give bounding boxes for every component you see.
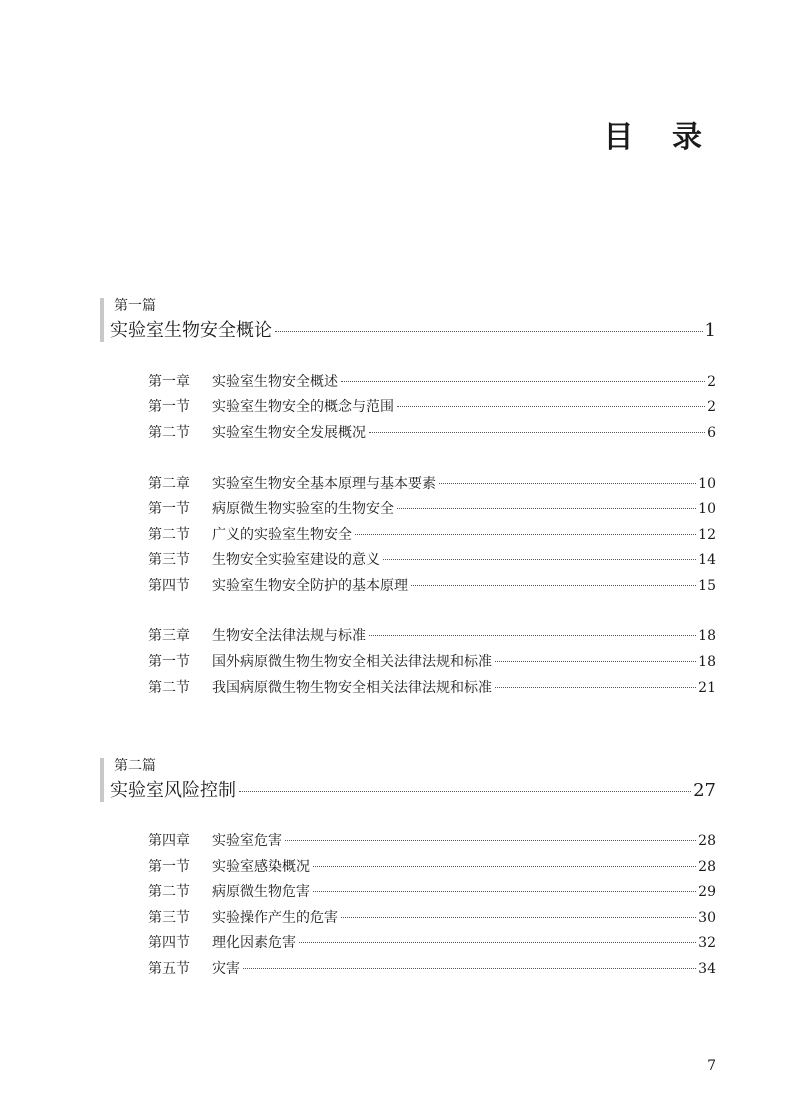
dot-leader	[369, 635, 696, 636]
dot-leader	[411, 585, 696, 586]
chapter-number: 第四章	[148, 833, 190, 849]
page-ref: 18	[698, 654, 716, 670]
page-ref: 21	[698, 680, 716, 696]
part-title: 实验室生物安全概论	[110, 320, 272, 341]
section-title: 实验室感染概况	[212, 859, 310, 875]
dot-leader	[341, 917, 696, 918]
toc-section-row[interactable]	[148, 499, 716, 519]
section-number: 第四节	[148, 578, 190, 594]
section-number: 第一节	[148, 859, 190, 875]
section-title: 实验室生物安全发展概况	[212, 425, 366, 441]
section-title: 病原微生物危害	[212, 884, 310, 900]
page-ref: 2	[707, 399, 716, 415]
chapter-number: 第一章	[148, 374, 190, 390]
dot-leader	[355, 534, 696, 535]
chapter-title: 实验室危害	[212, 833, 282, 849]
part-marker-bar	[100, 298, 104, 342]
toc-chapter-row[interactable]	[148, 831, 716, 851]
section-number: 第一节	[148, 654, 190, 670]
toc-section-row[interactable]	[148, 397, 716, 417]
page-ref: 28	[698, 833, 716, 849]
page-ref: 10	[698, 476, 716, 492]
page-ref: 14	[698, 552, 716, 568]
part-marker-bar	[100, 758, 104, 802]
page-ref: 18	[698, 628, 716, 644]
dot-leader	[369, 432, 705, 433]
section-number: 第二节	[148, 527, 190, 543]
toc-section-row[interactable]	[148, 678, 716, 698]
dot-leader	[299, 942, 696, 943]
toc-section-row[interactable]	[148, 423, 716, 443]
page-ref: 29	[698, 884, 716, 900]
section-title: 实验室生物安全防护的基本原理	[212, 578, 408, 594]
dot-leader	[341, 381, 705, 382]
section-title: 实验操作产生的危害	[212, 910, 338, 926]
page-ref: 15	[698, 578, 716, 594]
dot-leader	[243, 968, 696, 969]
page-ref: 27	[693, 780, 716, 801]
page-ref: 10	[698, 501, 716, 517]
section-title: 生物安全实验室建设的意义	[212, 552, 380, 568]
page-number: 7	[707, 1058, 716, 1074]
part-label: 第二篇	[114, 758, 156, 774]
section-title: 灾害	[212, 961, 240, 977]
page-ref: 28	[698, 859, 716, 875]
section-title: 国外病原微生物生物安全相关法律法规和标准	[212, 654, 492, 670]
dot-leader	[495, 661, 696, 662]
toc-section-row[interactable]	[148, 576, 716, 596]
page-ref: 30	[698, 910, 716, 926]
dot-leader	[239, 791, 691, 792]
toc-section-row[interactable]	[148, 933, 716, 953]
toc-section-row[interactable]	[148, 908, 716, 928]
toc-chapter-row[interactable]	[148, 626, 716, 646]
dot-leader	[439, 483, 696, 484]
section-title: 我国病原微生物生物安全相关法律法规和标准	[212, 680, 492, 696]
part-title-row[interactable]	[110, 779, 716, 803]
page-ref: 32	[698, 935, 716, 951]
toc-section-row[interactable]	[148, 550, 716, 570]
chapter-title: 生物安全法律法规与标准	[212, 628, 366, 644]
dot-leader	[275, 331, 703, 332]
dot-leader	[397, 508, 696, 509]
dot-leader	[313, 866, 696, 867]
page-ref: 12	[698, 527, 716, 543]
part-title-row[interactable]	[110, 319, 716, 343]
toc-chapter-row[interactable]	[148, 372, 716, 392]
section-number: 第三节	[148, 552, 190, 568]
section-number: 第二节	[148, 884, 190, 900]
dot-leader	[383, 559, 696, 560]
part-title: 实验室风险控制	[110, 780, 236, 801]
dot-leader	[285, 840, 696, 841]
section-number: 第一节	[148, 399, 190, 415]
section-title: 广义的实验室生物安全	[212, 527, 352, 543]
page-ref: 1	[704, 320, 716, 341]
dot-leader	[397, 406, 705, 407]
section-title: 理化因素危害	[212, 935, 296, 951]
toc-section-row[interactable]	[148, 525, 716, 545]
chapter-number: 第二章	[148, 476, 190, 492]
section-title: 病原微生物实验室的生物安全	[212, 501, 394, 517]
section-number: 第二节	[148, 680, 190, 696]
page-ref: 2	[707, 374, 716, 390]
section-number: 第三节	[148, 910, 190, 926]
section-number: 第五节	[148, 961, 190, 977]
section-number: 第四节	[148, 935, 190, 951]
chapter-title: 实验室生物安全概述	[212, 374, 338, 390]
toc-section-row[interactable]	[148, 959, 716, 979]
section-number: 第二节	[148, 425, 190, 441]
section-title: 实验室生物安全的概念与范围	[212, 399, 394, 415]
chapter-number: 第三章	[148, 628, 190, 644]
toc-section-row[interactable]	[148, 652, 716, 672]
toc-section-row[interactable]	[148, 882, 716, 902]
page-ref: 6	[707, 425, 716, 441]
toc-section-row[interactable]	[148, 857, 716, 877]
toc-chapter-row[interactable]	[148, 474, 716, 494]
chapter-title: 实验室生物安全基本原理与基本要素	[212, 476, 436, 492]
dot-leader	[495, 687, 696, 688]
page-ref: 34	[698, 961, 716, 977]
part-label: 第一篇	[114, 298, 156, 314]
section-number: 第一节	[148, 501, 190, 517]
dot-leader	[313, 891, 696, 892]
page-title: 目 录	[603, 120, 716, 155]
